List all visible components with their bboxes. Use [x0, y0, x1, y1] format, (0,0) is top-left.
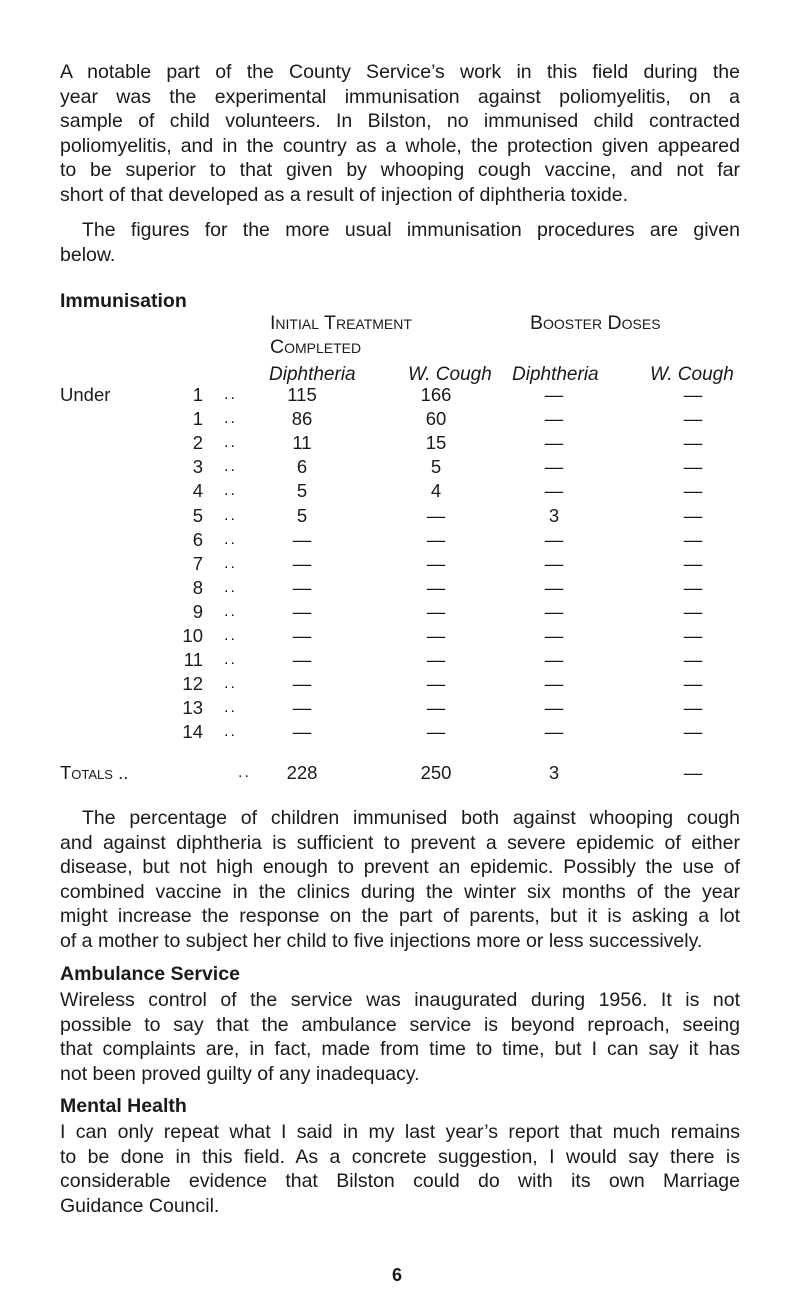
- booster-whooping-cough-cell: —: [683, 528, 703, 550]
- text-line: might increase the response on the part of parents, but it is asking a lot: [60, 905, 740, 927]
- whooping-cough-cell: 166: [420, 384, 452, 405]
- leader-dots: ..: [224, 530, 237, 548]
- age-cell: 1: [192, 408, 203, 430]
- booster-whooping-cough-cell: —: [683, 504, 703, 526]
- whooping-cough-cell: —: [426, 600, 446, 622]
- age-cell: 8: [192, 576, 203, 598]
- age-cell: 4: [192, 480, 203, 502]
- mental-health-paragraph: [60, 1120, 740, 1218]
- diphtheria-cell: —: [292, 552, 312, 574]
- whooping-cough-col-header: W. Cough: [408, 364, 492, 385]
- booster-whooping-cough-cell: —: [683, 721, 703, 743]
- booster-diphtheria-cell: —: [544, 625, 564, 646]
- diphtheria-cell: —: [292, 673, 312, 695]
- totals-diphtheria: 228: [286, 762, 318, 783]
- text-line: possible to say that the ambulance service is beyond reproach, seeing: [60, 1013, 740, 1036]
- text-line: Wireless control of the service was inaugurated during 1956. It is not: [60, 989, 740, 1011]
- diphtheria-cell: 86: [291, 408, 313, 430]
- age-cell: 5: [192, 504, 203, 526]
- text-line: considerable evidence that Bilston could do with its own Marriage: [60, 1170, 740, 1192]
- totals-label: Totals ..: [60, 762, 129, 783]
- whooping-cough-cell: —: [426, 673, 446, 695]
- leader-dots: ..: [224, 627, 237, 644]
- whooping-cough-cell: 60: [425, 408, 447, 430]
- age-cell: 2: [192, 432, 203, 454]
- age-cell: 6: [192, 528, 203, 550]
- diphtheria-cell: —: [292, 649, 312, 671]
- booster-diphtheria-col-header: Diphtheria: [512, 364, 599, 385]
- leader-dots: ..: [224, 458, 237, 476]
- totals-booster-whooping-cough: —: [683, 762, 703, 783]
- leader-dots: ..: [224, 554, 237, 572]
- text-line: A notable part of the County Service’s work in this field during the: [60, 61, 740, 83]
- booster-diphtheria-cell: —: [544, 697, 564, 719]
- text-line: The figures for the more usual immunisation procedures are given: [82, 219, 740, 241]
- initial-treatment-header: Initial Treatment: [270, 312, 412, 334]
- diphtheria-cell: 5: [296, 480, 308, 502]
- leader-dots: ..: [224, 675, 237, 693]
- text-line: disease, but not high enough to prevent an epidemic. Possibly the use of: [60, 856, 740, 878]
- diphtheria-cell: —: [292, 625, 312, 646]
- text-line: sample of child volunteers. In Bilston, no immunised child contracted: [60, 110, 740, 132]
- text-line: and against diphtheria is sufficient to prevent a severe epidemic of either: [60, 831, 740, 854]
- age-cell: 13: [182, 697, 203, 719]
- booster-diphtheria-cell: 3: [548, 504, 560, 526]
- figures-paragraph: [60, 218, 740, 267]
- booster-whooping-cough-cell: —: [683, 384, 703, 405]
- totals-booster-diphtheria: 3: [548, 762, 560, 783]
- whooping-cough-cell: —: [426, 721, 446, 743]
- age-cell: 11: [183, 649, 203, 671]
- diphtheria-cell: —: [292, 721, 312, 743]
- booster-whooping-cough-cell: —: [683, 697, 703, 719]
- text-line: to be superior to that given by whooping cough vaccine, and not far: [60, 159, 740, 181]
- text-line: Guidance Council.: [60, 1194, 220, 1217]
- whooping-cough-cell: —: [426, 528, 446, 550]
- booster-diphtheria-cell: —: [544, 552, 564, 574]
- text-line: to be done in this field. As a concrete suggestion, I would say there is: [60, 1145, 740, 1168]
- whooping-cough-cell: 15: [425, 432, 447, 454]
- booster-whooping-cough-cell: —: [683, 649, 703, 671]
- booster-doses-header: Booster Doses: [530, 312, 661, 334]
- booster-whooping-cough-cell: —: [683, 552, 703, 574]
- booster-diphtheria-cell: —: [544, 721, 564, 743]
- mental-health-heading: Mental Health: [60, 1095, 187, 1117]
- age-cell: 1: [192, 384, 203, 405]
- age-cell: 7: [192, 552, 203, 574]
- immunisation-heading: Immunisation: [60, 290, 187, 312]
- page-number: 6: [392, 1265, 403, 1285]
- text-line: not been proved guilty of any inadequacy.: [60, 1062, 420, 1085]
- booster-whooping-cough-cell: —: [683, 673, 703, 695]
- booster-whooping-cough-col-header: W. Cough: [650, 364, 734, 385]
- under-label: Under: [60, 384, 111, 405]
- leader-dots: ..: [224, 578, 237, 596]
- booster-whooping-cough-cell: —: [683, 576, 703, 598]
- text-line: The percentage of children immunised both against whooping cough: [82, 807, 740, 829]
- booster-whooping-cough-cell: —: [683, 456, 703, 478]
- whooping-cough-cell: —: [426, 697, 446, 719]
- whooping-cough-cell: —: [426, 576, 446, 598]
- diphtheria-cell: —: [292, 600, 312, 622]
- booster-diphtheria-cell: —: [544, 528, 564, 550]
- totals-whooping-cough: 250: [420, 762, 452, 783]
- leader-dots: ..: [224, 602, 237, 620]
- text-line: that complaints are, in fact, made from time to time, but I can say it has: [60, 1038, 740, 1060]
- text-line: below.: [60, 243, 116, 266]
- diphtheria-cell: 11: [292, 432, 312, 454]
- booster-diphtheria-cell: —: [544, 673, 564, 695]
- age-cell: 3: [192, 456, 203, 478]
- leader-dots: ..: [224, 482, 237, 500]
- leader-dots: ..: [224, 434, 237, 452]
- booster-diphtheria-cell: —: [544, 408, 564, 430]
- totals-dots: ..: [238, 764, 251, 781]
- completed-header: Completed: [270, 336, 362, 358]
- age-cell: 12: [182, 673, 203, 695]
- booster-whooping-cough-cell: —: [683, 432, 703, 454]
- ambulance-heading: Ambulance Service: [60, 963, 240, 985]
- booster-whooping-cough-cell: —: [683, 625, 703, 646]
- age-cell: 10: [182, 625, 203, 646]
- diphtheria-cell: 115: [287, 384, 317, 405]
- whooping-cough-cell: 5: [430, 456, 442, 478]
- booster-diphtheria-cell: —: [544, 600, 564, 622]
- percentage-paragraph: [60, 806, 740, 953]
- text-line: year was the experimental immunisation against poliomyelitis, on a: [60, 85, 740, 108]
- leader-dots: ..: [224, 386, 237, 403]
- booster-whooping-cough-cell: —: [683, 408, 703, 430]
- text-line: short of that developed as a result of injection of diphtheria toxide.: [60, 183, 629, 206]
- text-line: of a mother to subject her child to five injections more or less successively.: [60, 929, 703, 952]
- leader-dots: ..: [224, 506, 237, 524]
- diphtheria-col-header: Diphtheria: [269, 364, 356, 385]
- whooping-cough-cell: —: [426, 552, 446, 574]
- booster-diphtheria-cell: —: [544, 456, 564, 478]
- text-line: poliomyelitis, and in the country as a whole, the protection given appeared: [60, 134, 740, 157]
- intro-paragraph: [60, 60, 740, 207]
- diphtheria-cell: 5: [296, 504, 308, 526]
- diphtheria-cell: 6: [296, 456, 308, 478]
- whooping-cough-cell: —: [426, 504, 446, 526]
- whooping-cough-cell: —: [426, 625, 446, 646]
- leader-dots: ..: [224, 651, 237, 669]
- booster-whooping-cough-cell: —: [683, 600, 703, 622]
- booster-diphtheria-cell: —: [544, 576, 564, 598]
- diphtheria-cell: —: [292, 576, 312, 598]
- diphtheria-cell: —: [292, 528, 312, 550]
- text-line: combined vaccine in the clinics during the winter six months of the year: [60, 880, 740, 903]
- booster-whooping-cough-cell: —: [683, 480, 703, 502]
- booster-diphtheria-cell: —: [544, 432, 564, 454]
- age-cell: 14: [182, 721, 203, 743]
- booster-diphtheria-cell: —: [544, 649, 564, 671]
- whooping-cough-cell: 4: [430, 480, 442, 502]
- age-cell: 9: [192, 600, 203, 622]
- leader-dots: ..: [224, 723, 237, 741]
- whooping-cough-cell: —: [426, 649, 446, 671]
- booster-diphtheria-cell: —: [544, 480, 564, 502]
- leader-dots: ..: [224, 699, 237, 717]
- booster-diphtheria-cell: —: [544, 384, 564, 405]
- text-line: I can only repeat what I said in my last year’s report that much remains: [60, 1121, 740, 1143]
- leader-dots: ..: [224, 410, 237, 428]
- diphtheria-cell: —: [292, 697, 312, 719]
- ambulance-paragraph: [60, 988, 740, 1086]
